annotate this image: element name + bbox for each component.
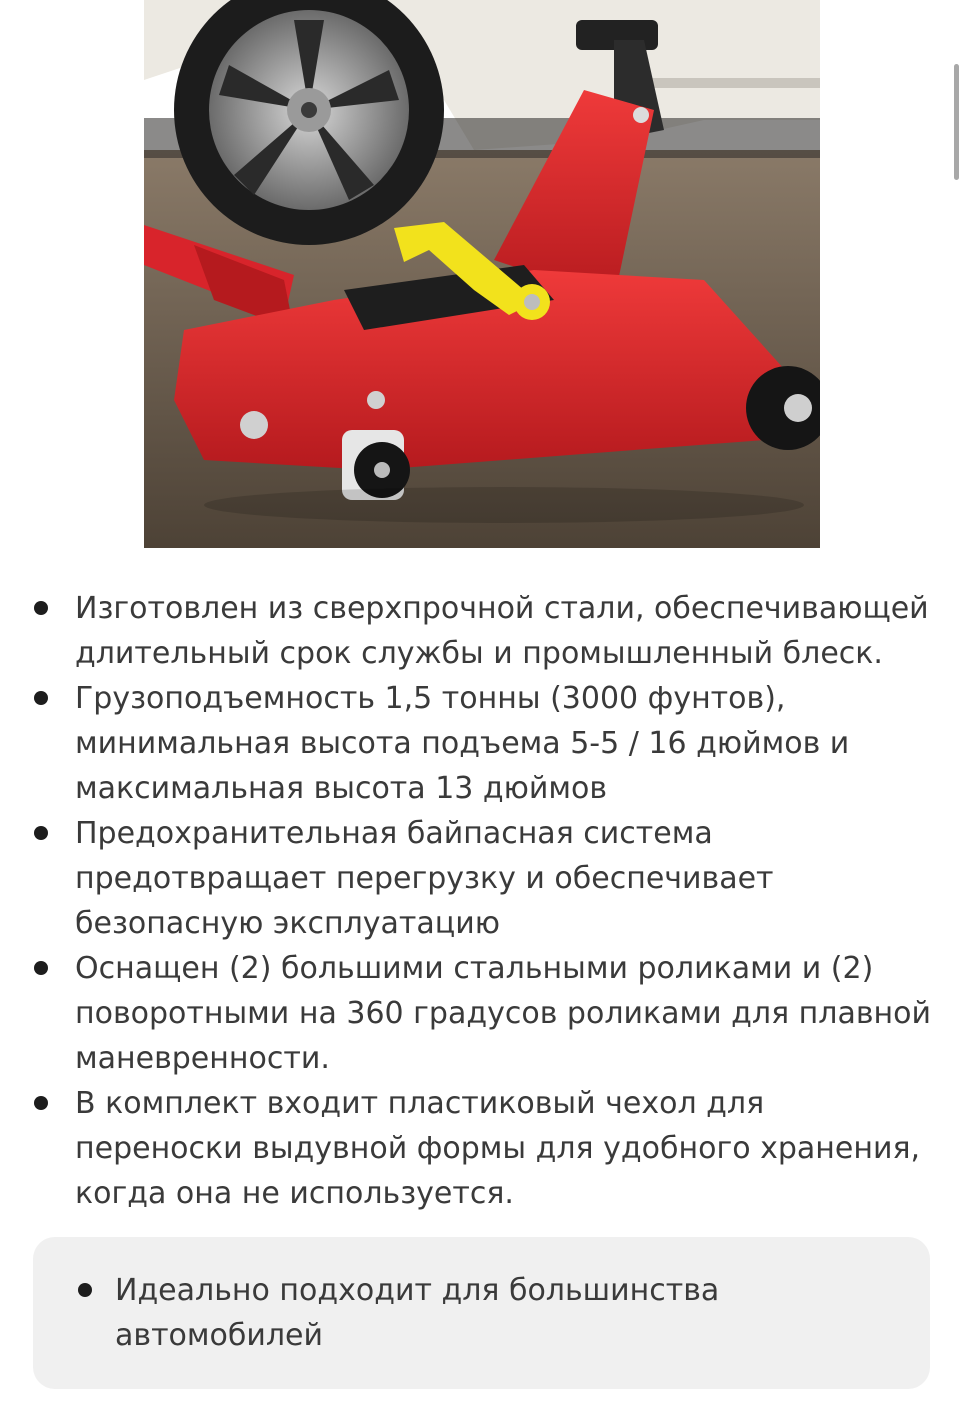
feature-text: Изготовлен из сверхпрочной стали, обеспечивающей длительный срок службы и промышленный блеск.	[75, 591, 929, 671]
bullet-icon	[34, 1096, 48, 1110]
highlight-text: Идеально подходит для большинства автомобилей	[115, 1273, 720, 1353]
list-item	[30, 676, 935, 811]
bullet-icon	[34, 961, 48, 975]
feature-text: Оснащен (2) большими стальными роликами и (2) поворотными на 360 градусов роликами для плавной маневренности.	[75, 951, 931, 1076]
list-item	[30, 946, 935, 1081]
highlight-item	[82, 1268, 915, 1358]
bullet-icon	[34, 691, 48, 705]
feature-text: В комплект входит пластиковый чехол для переноски выдувной формы для удобного хранения, когда она не используется.	[75, 1086, 921, 1211]
feature-list	[30, 586, 935, 1216]
bullet-icon	[34, 601, 48, 615]
floor-jack-photo	[144, 0, 820, 548]
list-item	[30, 1081, 935, 1216]
bullet-icon	[78, 1283, 92, 1297]
list-item	[30, 586, 935, 676]
bullet-icon	[34, 826, 48, 840]
list-item	[30, 811, 935, 946]
feature-text: Грузоподъемность 1,5 тонны (3000 фунтов), минимальная высота подъема 5-5 / 16 дюймов и максимальная высота 13 дюймов	[75, 681, 850, 806]
feature-text: Предохранительная байпасная система предотвращает перегрузку и обеспечивает безопасную эксплуатацию	[75, 816, 774, 941]
product-image	[144, 0, 820, 548]
scrollbar[interactable]	[954, 64, 959, 180]
